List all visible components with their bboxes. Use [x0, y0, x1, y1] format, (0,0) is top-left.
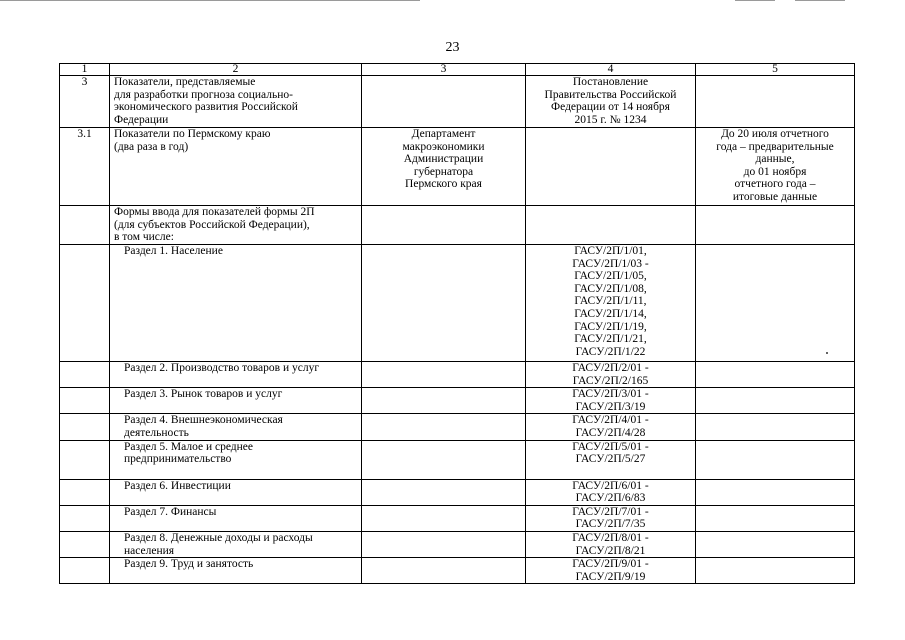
cell-line: Раздел 6. Инвестиции [124, 479, 231, 492]
cell-line: ГАСУ/2П/6/01 - [572, 479, 649, 492]
cell-line: Раздел 2. Производство товаров и услуг [124, 362, 320, 374]
row-number: 3 [60, 76, 110, 128]
section-row [60, 505, 855, 531]
cell-line: Раздел 8. Денежные доходы и расходы [124, 531, 313, 544]
deadline-cell [696, 206, 855, 245]
responsible-cell [362, 128, 526, 206]
cell-line: ГАСУ/2П/6/83 [575, 492, 646, 505]
row-number [60, 558, 110, 584]
document-cell [526, 128, 696, 206]
form-codes [526, 558, 696, 584]
cell-line: Показатели по Пермскому краю [114, 128, 271, 140]
cell-line: ГАСУ/2П/5/01 - [572, 440, 649, 453]
responsible-cell [362, 558, 526, 584]
cell-line: ГАСУ/2П/2/165 [572, 374, 649, 387]
cell-line: ГАСУ/2П/4/01 - [572, 414, 649, 427]
cell-line: Департамент [411, 128, 476, 140]
deadline-cell [696, 558, 855, 584]
cell-line: ГАСУ/2П/5/27 [575, 453, 646, 466]
cell-line: ГАСУ/2П/2/01 - [572, 362, 649, 374]
section-name [110, 440, 362, 479]
form-codes [526, 531, 696, 557]
column-number: 3 [362, 64, 526, 76]
deadline-cell [696, 479, 855, 505]
document-cell [526, 206, 696, 245]
cell-line: Раздел 3. Рынок товаров и услуг [124, 388, 283, 401]
cell-line: населения [124, 544, 175, 557]
row-number [60, 505, 110, 531]
cell-line: ГАСУ/2П/1/19, [574, 320, 647, 333]
cell-line: губернатора [413, 165, 474, 178]
form-codes [526, 479, 696, 505]
row-number [60, 362, 110, 388]
section-row [60, 531, 855, 557]
column-number: 4 [526, 64, 696, 76]
section-row [60, 362, 855, 388]
section-name [110, 558, 362, 584]
cell-line: ГАСУ/2П/1/21, [574, 333, 647, 346]
deadline-cell [696, 128, 855, 206]
deadline-cell [696, 531, 855, 557]
cell-line: Раздел 1. Население [124, 245, 223, 257]
cell-line: до 01 ноября [743, 165, 807, 178]
column-number: 1 [60, 64, 110, 76]
section-name [110, 388, 362, 414]
scan-dot [826, 352, 828, 354]
responsible-cell [362, 531, 526, 557]
cell-line: ГАСУ/2П/1/03 - [572, 257, 649, 270]
section-row [60, 558, 855, 584]
cell-line: ГАСУ/2П/8/01 - [572, 531, 649, 544]
responsible-cell [362, 388, 526, 414]
row-number [60, 388, 110, 414]
form-codes [526, 505, 696, 531]
column-number: 5 [696, 64, 855, 76]
cell-line: Формы ввода для показателей формы 2П [114, 206, 315, 218]
form-codes [526, 362, 696, 388]
top-rule-left [0, 0, 420, 1]
plan-table [59, 63, 855, 584]
cell-line: данные, [755, 153, 795, 166]
responsible-cell [362, 505, 526, 531]
row-number: 3.1 [60, 128, 110, 206]
form-codes [526, 440, 696, 479]
top-rule-right-1 [735, 0, 775, 1]
form-codes [526, 414, 696, 440]
form-codes [526, 388, 696, 414]
table-row-forms [60, 206, 855, 245]
cell-line: ГАСУ/2П/1/22 [575, 345, 646, 358]
responsible-cell [362, 245, 526, 362]
cell-line: ГАСУ/2П/9/19 [575, 570, 646, 583]
cell-line: Федерации от 14 ноября [551, 101, 670, 114]
row-number [60, 245, 110, 362]
section-row [60, 245, 855, 362]
section-name [110, 414, 362, 440]
cell-line: ГАСУ/2П/1/14, [574, 307, 647, 320]
cell-line: ГАСУ/2П/3/19 [575, 400, 646, 413]
cell-line: предпринимательство [124, 453, 232, 466]
cell-line: ГАСУ/2П/1/08, [574, 282, 647, 295]
cell-line: 2015 г. № 1234 [574, 113, 647, 126]
cell-line: Правительства Российской [544, 88, 677, 101]
cell-line: ГАСУ/2П/9/01 - [572, 558, 649, 571]
section-name [110, 505, 362, 531]
table-row-3 [60, 76, 855, 128]
cell-line: в том числе: [114, 231, 174, 244]
row-number [60, 531, 110, 557]
cell-line: ГАСУ/2П/1/05, [574, 270, 647, 283]
responsible-cell [362, 440, 526, 479]
section-row [60, 479, 855, 505]
row-number [60, 479, 110, 505]
deadline-cell [696, 505, 855, 531]
deadline-cell [696, 245, 855, 362]
cell-line: итоговые данные [732, 190, 818, 203]
cell-line: отчетного года – [734, 178, 816, 191]
cell-line: ГАСУ/2П/1/11, [574, 295, 647, 308]
section-name [110, 245, 362, 362]
cell-line: (два раза в год) [114, 140, 189, 153]
deadline-cell [696, 76, 855, 128]
cell-line: Постановление [572, 76, 649, 88]
cell-line: для разработки прогноза социально- [114, 88, 293, 101]
cell-line: Показатели, представляемые [114, 76, 256, 88]
cell-line: Раздел 4. Внешнеэкономическая [124, 414, 283, 427]
row-number [60, 414, 110, 440]
section-name [110, 362, 362, 388]
cell-line: (для субъектов Российской Федерации), [114, 218, 310, 231]
cell-line: Раздел 7. Финансы [124, 505, 217, 518]
cell-line: Администрации [403, 153, 484, 166]
cell-line: ГАСУ/2П/8/21 [575, 544, 646, 557]
row-number [60, 206, 110, 245]
cell-line: ГАСУ/2П/4/28 [575, 426, 646, 439]
responsible-cell [362, 414, 526, 440]
table-row-3-1 [60, 128, 855, 206]
deadline-cell [696, 362, 855, 388]
cell-line: ГАСУ/2П/1/01, [574, 245, 647, 257]
section-name [110, 531, 362, 557]
cell-line: экономического развития Российской [114, 101, 298, 114]
responsible-cell [362, 76, 526, 128]
cell-line: Раздел 9. Труд и занятость [124, 558, 254, 571]
row-number [60, 440, 110, 479]
cell-line: года – предварительные [716, 140, 834, 153]
cell-line: До 20 июля отчетного [721, 128, 829, 140]
cell-line: ГАСУ/2П/7/35 [575, 518, 646, 531]
form-codes [526, 245, 696, 362]
cell-line: деятельность [124, 426, 189, 439]
responsible-cell [362, 479, 526, 505]
page-number: 23 [445, 40, 460, 55]
deadline-cell [696, 440, 855, 479]
cell-line: макроэкономики [402, 140, 485, 153]
section-row [60, 414, 855, 440]
indicator-name [110, 206, 362, 245]
top-rule-right-2 [795, 0, 845, 1]
deadline-cell [696, 414, 855, 440]
section-name [110, 479, 362, 505]
cell-line: Раздел 5. Малое и среднее [124, 440, 253, 453]
column-number: 2 [110, 64, 362, 76]
deadline-cell [696, 388, 855, 414]
section-row [60, 440, 855, 479]
document-cell [526, 76, 696, 128]
indicator-name [110, 128, 362, 206]
cell-line: Пермского края [405, 178, 482, 191]
column-number-row [60, 64, 855, 76]
responsible-cell [362, 206, 526, 245]
cell-line: ГАСУ/2П/3/01 - [572, 388, 649, 401]
responsible-cell [362, 362, 526, 388]
cell-line: Федерации [114, 113, 169, 126]
indicator-name [110, 76, 362, 128]
cell-line: ГАСУ/2П/7/01 - [572, 505, 649, 518]
section-row [60, 388, 855, 414]
